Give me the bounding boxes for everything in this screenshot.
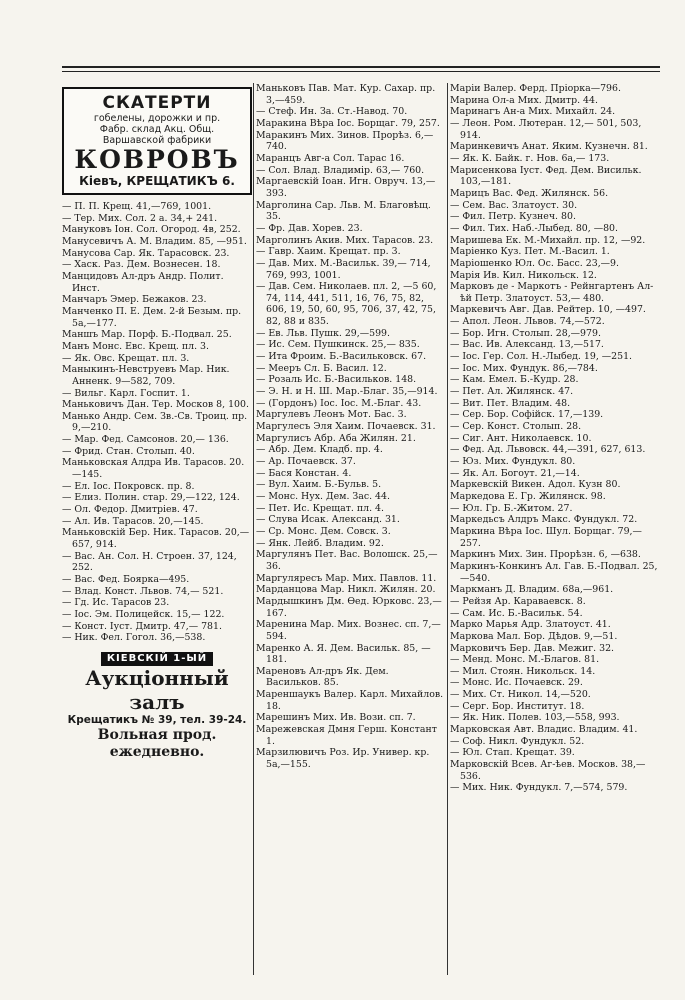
directory-entry: Маракина Вѣра Іос. Борщаг. 79, 257. [256, 117, 440, 129]
directory-entry: — Ита Фроим. Б.-Васильковск. 67. [256, 351, 427, 363]
directory-entry: Манчаръ Эмер. Бежаков. 23. [62, 294, 207, 306]
directory-entry: — Сем. Вас. Златоуст. 30. [450, 199, 578, 211]
directory-entry: Манусевичъ А. М. Владим. 85, —951. [62, 235, 247, 247]
directory-entry: — Іос. Эм. Полицейск. 15,— 122. [62, 608, 225, 620]
directory-entry: — Вул. Хаим. Б.-Бульв. 5. [256, 479, 382, 491]
advert-auction-title: Аукціонный залъ [85, 665, 229, 714]
column-divider [253, 83, 254, 975]
directory-entry: — Фил. Тих. Наб.-Лыбед. 80, —80. [450, 222, 618, 234]
directory-entry: Маренко А. Я. Дем. Васильк. 85, —181. [256, 642, 431, 666]
column-2 [256, 83, 446, 771]
directory-entry: — Бася Констан. 4. [256, 467, 352, 479]
directory-entry: — Серг. Бор. Институт. 18. [450, 700, 585, 712]
top-rule [62, 66, 660, 68]
directory-entry: — Як. Ник. Полев. 103,—558, 993. [450, 712, 620, 724]
directory-entry: Маринкевичъ Анат. Яким. Кузнечн. 81. [450, 141, 648, 153]
directory-entry: — Юл. Гр. Б.-Житом. 27. [450, 502, 573, 514]
directory-entry: Маргаевскій Іоан. Игн. Овруч. 13,—393. [256, 176, 436, 199]
directory-entry: Маришева Ек. М.-Михайл. пр. 12, —92. [450, 234, 646, 246]
directory-entry: — Сам. Ис. Б.-Васильк. 54. [450, 607, 583, 619]
directory-entry: Маринагъ Ан-а Мих. Михайл. 24. [450, 106, 616, 118]
column-2-entries [256, 83, 446, 771]
directory-entry: — Як. Овс. Крещат. пл. 3. [62, 352, 190, 364]
top-rule-thin [62, 71, 660, 72]
advert-auction [62, 652, 252, 761]
directory-entry: — Леон. Ром. Лютеран. 12,— 501, 503, 914. [450, 117, 642, 141]
directory-entry: — Ел. Іос. Покровск. пр. 8. [62, 480, 195, 492]
advert-auction-header: КІЕВСКІЙ 1-ЫЙ [101, 652, 213, 666]
directory-entry: — Соф. Никл. Фундукл. 52. [450, 735, 585, 747]
directory-entry: — Розаль Ис. Б.-Васильков. 148. [256, 374, 417, 386]
directory-entry: — Гд. Ис. Тарасов 23. [62, 597, 170, 609]
directory-entry: Манусова Сар. Як. Тарасовск. 23. [62, 247, 230, 259]
directory-entry: — Влад. Конст. Львов. 74,— 521. [62, 585, 224, 597]
directory-entry: Маркедова Е. Гр. Жилянск. 98. [450, 490, 606, 502]
directory-entry: — Хаск. Раз. Дем. Вознесен. 18. [62, 259, 221, 271]
directory-entry: Марисенкова Іуст. Фед. Дем. Висильк. 103,—181. [450, 164, 642, 188]
directory-entry: Маньковская Алдра Ив. Тарасов. 20.—145. [62, 457, 245, 481]
directory-entry: Марія Ив. Кил. Никольск. 12. [450, 269, 597, 281]
directory-entry: — Сер. Конст. Столып. 28. [450, 421, 582, 433]
directory-entry: — Дав. Сем. Николаев. пл. 2, —5 60, 74, 114, 441, 511, 16, 76, 75, 82, 606, 19, 50, 60, 95, 706, 37, 42, 75, 82, 88 и 835. [256, 281, 437, 328]
directory-entry: Маріи Валер. Ферд. Пріорка—796. [450, 83, 621, 94]
directory-entry: Марицъ Вас. Фед. Жилянск. 56. [450, 187, 609, 199]
directory-entry: Марежевская Дмня Герш. Констант 1. [256, 724, 437, 747]
directory-entry: — Вас. Фед. Боярка—495. [62, 574, 190, 585]
directory-entry: Манцидовъ Ал-дръ Андр. Полит. Инст. [62, 270, 224, 294]
directory-entry: — Пет. Ис. Крещат. пл. 4. [256, 502, 384, 514]
directory-entry: — Сер. Бор. Софійск. 17,—139. [450, 409, 604, 421]
directory-entry: — Вас. Ив. Александ. 13,—517. [450, 339, 604, 351]
directory-entry: Маркевичъ Авг. Дав. Рейтер. 10, —497. [450, 304, 646, 316]
directory-entry: Марина Ол-а Мих. Дмитр. 44. [450, 94, 598, 106]
directory-entry: — Вас. Ан. Сол. Н. Строен. 37, 124, 252. [62, 550, 237, 574]
advert-carpets-title: СКАТЕРТИ [102, 93, 212, 113]
directory-entry: — Як. К. Байк. г. Нов. 6а,— 173. [450, 152, 610, 164]
directory-entry: Маргулевъ Леонъ Мот. Бас. 3. [256, 409, 407, 421]
directory-entry: — Мееръ Сл. Б. Васил. 12. [256, 362, 387, 374]
directory-entry: — Монс. Ис. Почаевск. 29. [450, 677, 583, 689]
directory-entry: — Менд. Монс. М.-Благов. 81. [450, 654, 600, 666]
directory-entry: — Ар. Почаевск. 37. [256, 456, 356, 467]
directory-entry: Мардышкинъ Дм. Ѳед. Юрковс. 23,—167. [256, 595, 442, 619]
directory-entry: — П. П. Крещ. 41,—769, 1001. [62, 201, 212, 212]
directory-entry: — Мих. Ст. Никол. 14,—520. [450, 689, 591, 701]
directory-entry: Маренина Мар. Мих. Вознес. сп. 7,—594. [256, 619, 441, 642]
directory-entry: Марковъ де - Маркотъ - Рейнгартенъ Ал-ѣй Петр. Златоуст. 53,— 480. [450, 281, 654, 304]
directory-entry: — Ол. Федор. Дмитріев. 47. [62, 504, 198, 516]
directory-entry: — Ник. Фел. Гогол. 36,—538. [62, 632, 206, 644]
directory-entry: Маргуляресъ Мар. Мих. Павлов. 11. [256, 572, 437, 584]
directory-entry: Манченко П. Е. Дем. 2-й Безым. пр. 5а,—177. [62, 305, 242, 329]
advert-auction-address: Крещатикъ № 39, тел. 39-24. [67, 713, 247, 726]
directory-entry: Маркина Вѣра Іос. Шул. Борщаг. 79,—257. [450, 525, 642, 549]
directory-entry: — Э. Н. и Н. Ш. Мар.-Благ. 35,—914. [256, 386, 438, 398]
column-3-entries [450, 83, 660, 794]
directory-entry: — Стеф. Ин. За. Ст.-Навод. 70. [256, 106, 408, 118]
directory-entry: Маркинъ Мих. Зин. Прорѣзн. 6, —638. [450, 549, 641, 561]
directory-entry: — Вильг. Карл. Госпит. 1. [62, 387, 190, 399]
column-3 [450, 83, 660, 794]
directory-entry: — Ср. Монс. Дем. Совск. 3. [256, 525, 391, 537]
directory-entry: — Сиг. Ант. Николаевск. 10. [450, 432, 592, 444]
directory-entry: Маньковичъ Дан. Тер. Москов 8, 100. [62, 399, 249, 411]
directory-entry: — Фил. Петр. Кузнеч. 80. [450, 211, 576, 223]
directory-entry: Марковскій Всев. Аг-ѣев. Москов. 38,—536. [450, 759, 646, 782]
directory-entry: Марешинъ Мих. Ив. Вози. сп. 7. [256, 712, 416, 724]
directory-entry: Маньковъ Пав. Мат. Кур. Сахар. пр. 3,—459. [256, 83, 436, 106]
column-divider [447, 83, 448, 975]
directory-entry: Маншъ Мар. Порф. Б.-Подвал. 25. [62, 329, 232, 341]
directory-entry: — Фр. Дав. Хорев. 23. [256, 222, 363, 234]
directory-entry: — Пет. Ал. Жилянск. 47. [450, 386, 574, 398]
advert-carpets-brand: КОВРОВЪ [74, 145, 240, 174]
directory-entry: — Сол. Влад. Владимір. 63,— 760. [256, 164, 425, 176]
directory-entry: — (Гордонъ) Іос. Іос. М.-Благ. 43. [256, 397, 422, 409]
advert-carpets-subtitle: гобелены, дорожки и пр. [93, 113, 221, 124]
column-1 [62, 83, 252, 761]
directory-entry: Мареншаукъ Валер. Карл. Михайлов. 18. [256, 689, 444, 712]
directory-entry: Маріошенко Юл. Ос. Басс. 23,—9. [450, 257, 619, 269]
directory-entry: — Фрид. Стан. Столып. 40. [62, 445, 195, 457]
directory-entry: Маргулянъ Пет. Вас. Волошск. 25,—36. [256, 549, 438, 572]
directory-entry: — Елиз. Полин. стар. 29,—122, 124. [62, 492, 240, 504]
directory-entry: Марголина Сар. Льв. М. Благовѣщ. 35. [256, 199, 431, 223]
directory-entry: — Мих. Ник. Фундукл. 7,—574, 579. [450, 782, 628, 794]
directory-entry: Марковичъ Бер. Дав. Межиг. 32. [450, 642, 615, 654]
directory-entry: Маркманъ Д. Владим. 68а,—961. [450, 584, 614, 596]
directory-entry: Маныкинъ-Невструевъ Мар. Ник. Анненк. 9—582, 709. [62, 364, 230, 387]
directory-entry: — Слува Исак. Александ. 31. [256, 514, 400, 526]
directory-entry: — Як. Ал. Богоут. 21,—14. [450, 467, 580, 479]
directory-entry: — Конст. Іуст. Дмитр. 47,— 781. [62, 620, 222, 632]
directory-entry: Маргулисъ Абр. Аба Жилян. 21. [256, 432, 416, 444]
directory-entry: — Гавр. Хаим. Крещат. пр. 3. [256, 246, 401, 258]
directory-entry: Маркова Мал. Бор. Дѣдов. 9,—51. [450, 630, 618, 642]
directory-entry: Маркедьсъ Алдръ Макс. Фундукл. 72. [450, 514, 638, 526]
directory-entry: — Вит. Пет. Владим. 48. [450, 397, 571, 409]
directory-entry: — Мил. Стоян. Никольск. 14. [450, 665, 596, 677]
directory-entry: — Тер. Мих. Сол. 2 а. 34,+ 241. [62, 212, 218, 224]
advert-carpets-company: Фабр. склад Акц. Общ. Варшавской фабрики [99, 124, 215, 146]
directory-entry: Маркевскій Викен. Адол. Кузн 80. [450, 479, 621, 491]
directory-entry: Манько Андр. Сем. Зв.-Св. Троиц. пр. 9,—210. [62, 410, 248, 434]
directory-entry: — Юз. Мих. Фундукл. 80. [450, 456, 576, 467]
directory-entry: — Янк. Лейб. Владим. 92. [256, 537, 384, 549]
directory-entry: — Іос. Мих. Фундук. 86,—784. [450, 362, 598, 374]
directory-entry: — Апол. Леон. Львов. 74,—572. [450, 316, 605, 328]
directory-entry: Манъ Монс. Евс. Крещ. пл. 3. [62, 340, 210, 352]
directory-entry: — Монс. Нух. Дем. Зас. 44. [256, 490, 390, 502]
directory-entry: Марданцова Мар. Никл. Жилян. 20. [256, 584, 436, 596]
column-1-entries [62, 201, 252, 644]
directory-entry: — Юл. Стап. Крещат. 39. [450, 747, 575, 759]
directory-entry: Марковская Авт. Владис. Владим. 41. [450, 724, 638, 736]
directory-entry: — Мар. Фед. Самсонов. 20,— 136. [62, 434, 229, 446]
directory-entry: — Рейзя Ар. Караваевск. 8. [450, 595, 586, 607]
advert-carpets [62, 87, 252, 195]
directory-entry: Маракинъ Мих. Зинов. Прорѣз. 6,—740. [256, 129, 434, 153]
advert-carpets-address: Кіевъ, КРЕЩАТИКЪ 6. [79, 174, 235, 188]
directory-entry: Маранцъ Авг-а Сол. Тарас 16. [256, 152, 405, 164]
directory-entry: — Дав. Мих. М.-Васильк. 39,— 714, 769, 993, 1001. [256, 257, 431, 281]
directory-entry: Маркинъ-Конкинъ Ал. Гав. Б.-Подвал. 25,—540. [450, 560, 658, 584]
directory-entry: — Фед. Ад. Львовск. 44,—391, 627, 613. [450, 444, 646, 456]
directory-entry: Маріенко Куз. Пет. М.-Васил. 1. [450, 246, 610, 258]
directory-entry: Маньковскій Бер. Ник. Тарасов. 20,—657, 914. [62, 527, 250, 551]
directory-entry: Мануковъ Іон. Сол. Огород. 4в, 252. [62, 224, 241, 236]
directory-entry: — Абр. Дем. Кладб. пр. 4. [256, 444, 383, 456]
directory-entry: — Іос. Гер. Сол. Н.-Лыбед. 19, —251. [450, 351, 633, 363]
directory-entry: Мареновъ Ал-дръ Як. Дем. Васильков. 85. [256, 665, 389, 689]
directory-entry: — Бор. Игн. Столып. 28,—979. [450, 327, 601, 339]
advert-auction-note: Вольная прод. ежедневно. [97, 726, 217, 760]
directory-entry: Марзилювичъ Роз. Ир. Универ. кр. 5а,—155. [256, 747, 430, 771]
directory-entry: — Кам. Емел. Б.-Кудр. 28. [450, 374, 579, 386]
directory-entry: — Ис. Сем. Пушкинск. 25,— 835. [256, 339, 420, 351]
directory-entry: Марголинъ Акив. Мих. Тарасов. 23. [256, 234, 434, 246]
directory-entry: Маргулесъ Эля Хаим. Почаевск. 31. [256, 421, 436, 433]
directory-entry: Марко Марья Адр. Златоуст. 41. [450, 619, 611, 631]
directory-entry: — Ев. Льв. Пушк. 29,—599. [256, 327, 390, 339]
directory-entry: — Ал. Ив. Тарасов. 20,—145. [62, 515, 204, 527]
